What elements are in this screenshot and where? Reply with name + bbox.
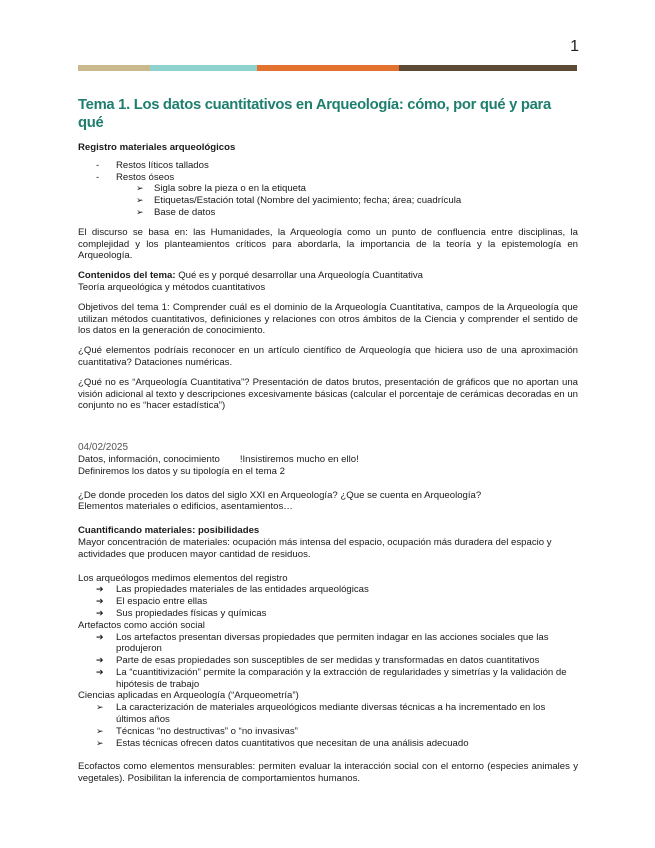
contenidos-line <box>78 270 578 282</box>
question-line: ¿De donde proceden los datos del siglo XXI en Arqueología? ¿Que se cuenta en Arqueología? <box>78 489 482 501</box>
registro-sublist <box>78 183 578 218</box>
objetivos-paragraph: Objetivos del tema 1: Comprender cuál es el dominio de la Arqueología Cuantitativa, campos de la Arqueología que utilizan métodos cuantitativos, definiciones y relaciones con otros ámbitos de la Ciencia y comprender el sentido de los datos en la generación de conocimiento. <box>78 301 578 337</box>
document-title: Tema 1. Los datos cuantitativos en Arqueología: cómo, por qué y para qué <box>78 97 551 131</box>
list-item: ➔ El espacio entre ellas <box>78 596 578 608</box>
color-bar-segment-orange <box>257 65 399 71</box>
ciencias-line: Ciencias aplicadas en Arqueología (“Arqueometría”) <box>78 690 299 702</box>
list-item: ➢ La caracterización de materiales arqueológicos mediante diversas técnicas a ha incrementado en los últimos años <box>78 702 578 726</box>
page-number: 1 <box>570 38 579 55</box>
elementos-line: Elementos materiales o edificios, asentamientos… <box>78 501 293 513</box>
registro-heading: Registro materiales arqueológicos <box>78 142 236 153</box>
list-item: ➢ Base de datos <box>78 207 578 219</box>
artefactos-list <box>78 632 578 691</box>
artefactos-line: Artefactos como acción social <box>78 619 205 631</box>
list-item: ➢ Etiquetas/Estación total (Nombre del yacimiento; fecha; área; cuadrícula <box>78 195 578 207</box>
list-item: ➔ Las propiedades materiales de las entidades arqueológicas <box>78 584 578 596</box>
list-item: ➔ Sus propiedades físicas y químicas <box>78 608 578 620</box>
discurso-paragraph: El discurso se basa en: las Humanidades, la Arqueología como un punto de confluencia entre disciplinas, la complejidad y los planteamientos críticos para abordarla, la importancia de la teoría y la epistemología en Arqueología. <box>78 226 578 262</box>
ecofactos-paragraph: Ecofactos como elementos mensurables: permiten evaluar la interacción social con el entorno (especies animales y vegetales). Posibilitan la inferencia de comportamientos humanos. <box>78 761 578 785</box>
list-item: ➔ La “cuantitivización” permite la comparación y la extracción de regularidades y simetrías y la validación de hipótesis de trabajo <box>78 667 578 691</box>
list-item: ➔ Los artefactos presentan diversas propiedades que permiten indagar en las acciones sociales que las produjeron <box>78 632 578 656</box>
session-date: 04/02/2025 <box>78 442 129 454</box>
document-body <box>78 96 578 785</box>
list-item: - Restos óseos <box>78 172 578 184</box>
list-item: ➢ Sigla sobre la pieza o en la etiqueta <box>78 183 578 195</box>
teoria-line: Teoría arqueológica y métodos cuantitativos <box>78 281 266 293</box>
color-bar-segment-tan <box>78 65 150 71</box>
color-bar-segment-brown <box>399 65 577 71</box>
contenidos-label: Contenidos del tema: <box>78 270 176 282</box>
medimos-list <box>78 584 578 619</box>
contenidos-text: Qué es y porqué desarrollar una Arqueología Cuantitativa <box>175 270 424 282</box>
list-item: - Restos líticos tallados <box>78 160 578 172</box>
header-color-bar <box>78 65 577 71</box>
registro-list <box>78 160 578 184</box>
ciencias-list <box>78 702 578 749</box>
list-item: ➢ Estas técnicas ofrecen datos cuantitativos que necesitan de una análisis adecuado <box>78 738 578 750</box>
question-paragraph: ¿Qué elementos podríais reconocer en un artículo científico de Arqueología que hiciera uso de una aproximación cuantitativa? Dataciones numéricas. <box>78 345 578 368</box>
list-item: ➢ Técnicas “no destructivas” o “no invasivas” <box>78 726 578 738</box>
medimos-line: Los arqueólogos medimos elementos del registro <box>78 572 288 584</box>
datos-line-a: Datos, información, conocimiento <box>78 453 220 465</box>
list-item: ➔ Parte de esas propiedades son susceptibles de ser medidas y transformadas en datos cuantitativos <box>78 655 578 667</box>
cuantificando-text: Mayor concentración de materiales: ocupación más intensa del espacio, ocupación más duradera del espacio y actividades que producen mayor cantidad de residuos. <box>78 536 552 560</box>
datos-line-b: !Insistiremos mucho en ello! <box>239 453 359 465</box>
color-bar-segment-teal <box>150 65 257 71</box>
question-paragraph: ¿Qué no es “Arqueología Cuantitativa”? Presentación de datos brutos, presentación de gráficos que no aportan una visión adicional al texto y descripciones excesivamente básicas (calcular el porcentaje de cerámicas decoradas en un conjunto no es “hacer estadística”) <box>78 376 578 412</box>
datos-line <box>78 454 578 466</box>
cuantificando-heading: Cuantificando materiales: posibilidades <box>78 525 260 537</box>
definiremos-line: Definiremos los datos y su tipología en el tema 2 <box>78 465 285 477</box>
